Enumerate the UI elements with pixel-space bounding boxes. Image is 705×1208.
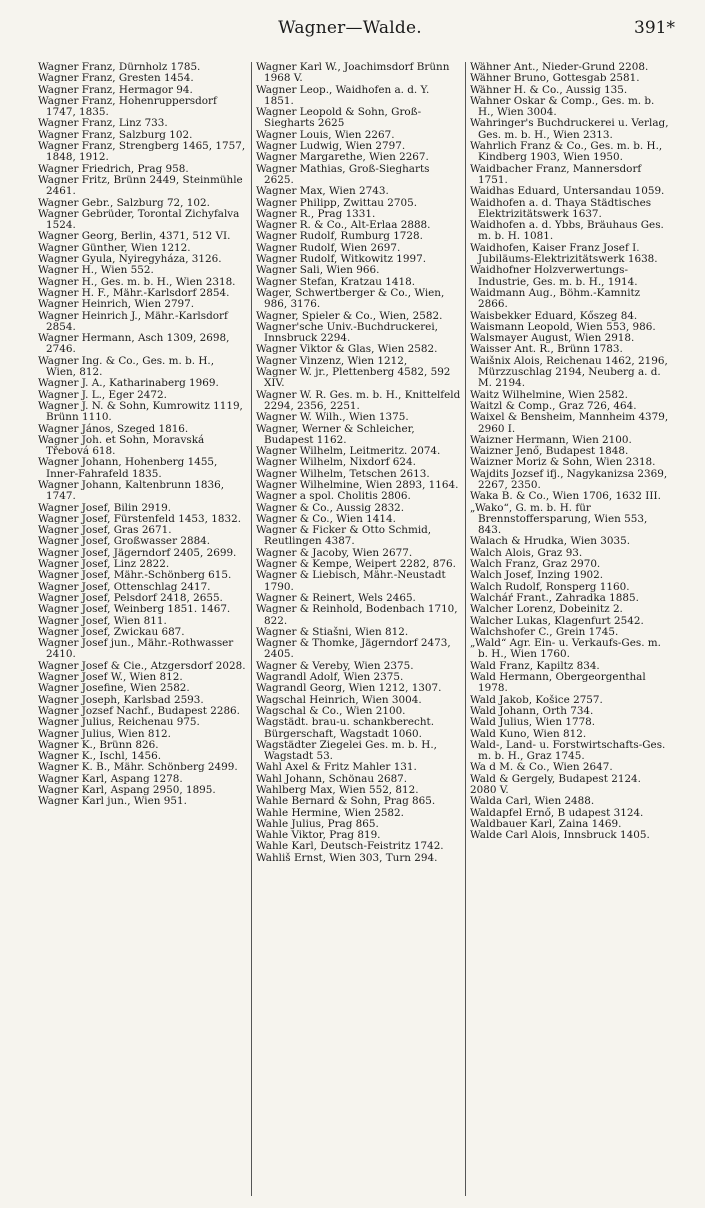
directory-entry: Wagner Joh. et Sohn, Moravská Třebová 618. (38, 433, 205, 458)
directory-entry: Wagner & Jacoby, Wien 2677. (256, 546, 413, 559)
directory-entry: Wagner Leop., Waidhofen a. d. Y. 1851. (256, 83, 430, 107)
directory-entry: „Wako“, G. m. b. H. für Brennstoffersparung, Wien 553, 843. (470, 501, 648, 537)
directory-entry: Wagner Franz, Hermagor 94. (38, 83, 193, 96)
directory-entry: Wahner Oskar & Comp., Ges. m. b. H., Wien 3004. (470, 94, 655, 119)
directory-entry: Walcher Lukas, Klagenfurt 2542. (470, 614, 644, 627)
directory-entry: Walach & Hrudka, Wien 3035. (470, 535, 631, 548)
directory-entry: Wahle Karl, Deutsch-Feistritz 1742. (256, 840, 444, 853)
directory-entry: Wagner, Werner & Schleicher, Budapest 1162. (256, 422, 415, 446)
directory-entry: Wähner Ant., Nieder-Grund 2208. (470, 62, 649, 73)
directory-entry: Wagner Ing. & Co., Ges. m. b. H., Wien, 812. (38, 354, 215, 379)
directory-columns (38, 62, 672, 1202)
directory-entry: Wagschal & Co., Wien 2100. (256, 704, 406, 717)
directory-entry: Wagner Günther, Wien 1212. (38, 241, 191, 254)
page-number: 391* (634, 18, 675, 38)
directory-entry: Wagner Franz, Gresten 1454. (38, 72, 194, 85)
directory-entry: Wahrlich Franz & Co., Ges. m. b. H., Kindberg 1903, Wien 1950. (470, 140, 663, 164)
directory-entry: Wagner a spol. Cholitis 2806. (256, 490, 411, 503)
directory-entry: Wahle Bernard & Sohn, Prag 865. (256, 795, 436, 808)
directory-entry: Wagner & Kempe, Weipert 2282, 876. (256, 558, 456, 571)
directory-entry: Wagner Karl jun., Wien 951. (38, 795, 187, 808)
directory-entry: Wald Kuno, Wien 812. (470, 727, 587, 740)
column-2 (256, 62, 462, 1202)
directory-entry: Walch Franz, Graz 2970. (470, 558, 601, 571)
directory-entry: Walch Alois, Graz 93. (470, 546, 583, 559)
directory-entry: Wagner Josef, Linz 2822. (38, 558, 170, 571)
directory-entry: Wagner W. R. Ges. m. b. H., Knittelfeld 2294, 2356, 2251. (256, 388, 461, 412)
directory-entry: Wagner Josef, Bilin 2919. (38, 501, 172, 514)
directory-entry: Wald & Gergely, Budapest 2124. (470, 772, 641, 785)
directory-entry: Wagner Rudolf, Witkowitz 1997. (256, 253, 427, 266)
directory-entry: Wald Johann, Orth 734. (470, 704, 594, 717)
directory-entry: Wahle Julius, Prag 865. (256, 817, 379, 830)
directory-entry: Wagner Johann, Hohenberg 1455, Inner-Fahrafeld 1835. (38, 456, 218, 480)
directory-entry: Wahlberg Max, Wien 552, 812. (256, 784, 419, 796)
directory-entry: Wagschal Heinrich, Wien 3004. (256, 693, 422, 706)
directory-entry: Waidmann Aug., Böhm.-Kamnitz 2866. (470, 286, 641, 311)
directory-entry: Wagner Rudolf, Rumburg 1728. (256, 230, 423, 243)
entry-list (38, 62, 246, 808)
directory-entry: Wagner Hermann, Asch 1309, 2698, 2746. (38, 332, 230, 356)
directory-entry: Wagner Josef, Wien 811. (38, 614, 167, 627)
directory-entry: Wagstädt. brau-u. schankberecht. Bürgerschaft, Wagstadt 1060. (256, 716, 435, 740)
directory-entry: Waismann Leopold, Wien 553, 986. (470, 320, 656, 333)
directory-entry: Wagner Josef, Weinberg 1851. 1467. (38, 603, 231, 616)
directory-entry: Wagner Louis, Wien 2267. (256, 128, 395, 141)
directory-entry: Wagner & Reinhold, Bodenbach 1710, 822. (256, 603, 458, 627)
directory-entry: Wagner Karl, Aspang 2950, 1895. (38, 784, 216, 796)
directory-entry: Waizner Hermann, Wien 2100. (470, 433, 632, 446)
directory-entry: Wald Jakob, Košice 2757. (470, 693, 603, 706)
directory-entry: Wagner Jozsef Nachf., Budapest 2286. (38, 704, 240, 717)
directory-entry: Wagner J. L., Eger 2472. (38, 388, 167, 401)
directory-entry: Wagner J. A., Katharinaberg 1969. (38, 377, 219, 390)
directory-entry: Wagner Rudolf, Wien 2697. (256, 241, 401, 254)
directory-entry: Wahliš Ernst, Wien 303, Turn 294. (256, 851, 438, 864)
directory-entry: Wagner Friedrich, Prag 958. (38, 162, 189, 175)
directory-entry: Wagner Sali, Wien 966. (256, 264, 380, 277)
directory-entry: Wagner Karl W., Joachimsdorf Brünn 1968 V. (256, 62, 450, 85)
directory-entry: Waišnix Alois, Reichenau 1462, 2196, Mürzzuschlag 2194, Neuberg a. d. M. 2194. (470, 354, 668, 390)
directory-entry: Walcher Lorenz, Dobeinitz 2. (470, 603, 623, 616)
directory-entry: Wagner Julius, Reichenau 975. (38, 716, 200, 729)
directory-entry: Wagner Josef, Jägerndorf 2405, 2699. (38, 546, 237, 559)
directory-entry: Wald-, Land- u. Forstwirtschafts-Ges. m. b. H., Graz 1745. (470, 738, 666, 763)
directory-entry: Wagner K., Ischl, 1456. (38, 750, 162, 763)
directory-entry: Wagstädter Ziegelei Ges. m. b. H., Wagstadt 53. (256, 738, 437, 763)
directory-entry: Wagner K. B., Mähr. Schönberg 2499. (38, 761, 238, 774)
directory-entry: Wahle Hermine, Wien 2582. (256, 806, 404, 819)
directory-entry: Wagner Josef, Gras 2671. (38, 524, 172, 537)
directory-entry: Wagner Josef, Mähr.-Schönberg 615. (38, 569, 232, 582)
directory-entry: Wagrandl Georg, Wien 1212, 1307. (256, 682, 442, 695)
directory-entry: Wagner & Co., Aussig 2832. (256, 501, 405, 514)
directory-entry: Waixel & Bensheim, Mannheim 4379, 2960 I. (470, 411, 669, 435)
directory-entry: Waidbacher Franz, Mannersdorf 1751. (470, 162, 642, 186)
directory-entry: Wagner Vinzenz, Wien 1212, (256, 354, 408, 367)
directory-entry: Wagner & Thomke, Jägerndorf 2473, 2405. (256, 637, 451, 661)
directory-entry: 2080 V. (470, 784, 509, 796)
directory-entry: Wagner Fritz, Brünn 2449, Steinmühle 2461. (38, 173, 243, 198)
directory-entry: Wagner & Co., Wien 1414. (256, 512, 396, 525)
directory-entry: Waka B. & Co., Wien 1706, 1632 III. (470, 490, 661, 503)
directory-entry: Wagner Josefine, Wien 2582. (38, 682, 190, 695)
directory-entry: Wähner Bruno, Gottesgab 2581. (470, 72, 640, 85)
directory-entry: Wagner Leopold & Sohn, Groß-Siegharts 2625 (256, 106, 422, 130)
directory-entry: Wagner Gebrüder, Torontal Zichyfalva 1524. (38, 207, 240, 232)
directory-entry: Waidhofen, Kaiser Franz Josef I. Jubiläums-Elektrizitätswerk 1638. (470, 241, 658, 266)
directory-entry: Wagner Heinrich J., Mähr.-Karlsdorf 2854. (38, 309, 228, 333)
directory-entry: Wald Hermann, Obergeorgenthal 1978. (470, 671, 646, 695)
directory-entry: Wagner Viktor & Glas, Wien 2582. (256, 343, 438, 356)
directory-entry: Wagner & Vereby, Wien 2375. (256, 659, 414, 672)
directory-entry: Wagner Wilhelm, Nixdorf 624. (256, 456, 416, 469)
directory-entry: Wagner Josef W., Wien 812. (38, 671, 183, 684)
directory-entry: Wagner Josef & Cie., Atzgersdorf 2028. (38, 659, 246, 672)
directory-entry: Wagner Wilhelm, Leitmeritz. 2074. (256, 445, 441, 458)
directory-entry: Wagner & Liebisch, Mähr.-Neustadt 1790. (256, 569, 446, 593)
directory-entry: Wagner Franz, Salzburg 102. (38, 128, 193, 141)
directory-entry: Wagner H., Ges. m. b. H., Wien 2318. (38, 275, 236, 288)
directory-entry: Walda Carl, Wien 2488. (470, 795, 595, 808)
directory-entry: Walch Rudolf, Ronsperg 1160. (470, 580, 630, 593)
directory-entry: Wagner Josef jun., Mähr.-Rothwasser 2410. (38, 637, 234, 661)
directory-entry: Wagner Philipp, Zwittau 2705. (256, 196, 418, 209)
directory-entry: Wagrandl Adolf, Wien 2375. (256, 671, 404, 684)
directory-entry: Wager, Schwertberger & Co., Wien, 986, 3176. (256, 286, 445, 311)
directory-entry: Wahringer's Buchdruckerei u. Verlag, Ges. m. b. H., Wien 2313. (470, 117, 669, 141)
directory-entry: Wagner Wilhelm, Tetschen 2613. (256, 467, 430, 480)
directory-entry: Wa d M. & Co., Wien 2647. (470, 761, 613, 774)
directory-entry: Waidhas Eduard, Untersandau 1059. (470, 185, 665, 198)
directory-entry: Wagner Heinrich, Wien 2797. (38, 298, 195, 311)
directory-entry: Wagner Karl, Aspang 1278. (38, 772, 183, 785)
directory-entry: Waidhofen a. d. Thaya Städtisches Elektrizitätswerk 1637. (470, 196, 652, 220)
directory-entry: Wagner Franz, Dürnholz 1785. (38, 62, 201, 73)
directory-entry: Wagner Franz, Hohenruppersdorf 1747, 1835. (38, 94, 217, 119)
directory-entry: Wagner, Spieler & Co., Wien, 2582. (256, 309, 443, 322)
directory-entry: Waidhofner Holzverwertungs-Industrie, Ges. m. b. H., 1914. (470, 264, 638, 288)
directory-entry: Wagner Franz, Linz 733. (38, 117, 168, 130)
directory-entry: Wagner K., Brünn 826. (38, 738, 159, 751)
directory-entry: Waisbekker Eduard, Kőszeg 84. (470, 309, 638, 322)
directory-entry: Waizner Jenő, Budapest 1848. (470, 445, 629, 458)
directory-entry: Wagner Gebr., Salzburg 72, 102. (38, 196, 210, 209)
directory-entry: Wagner'sche Univ.-Buchdruckerei, Innsbruck 2294. (256, 320, 438, 345)
directory-entry: Wagner J. N. & Sohn, Kumrowitz 1119, Brünn 1110. (38, 399, 243, 424)
column-3 (470, 62, 672, 1202)
directory-entry: Wagner H., Wien 552. (38, 264, 154, 277)
directory-entry: Wagner Ludwig, Wien 2797. (256, 140, 406, 153)
directory-entry: Wagner Johann, Kaltenbrunn 1836, 1747. (38, 478, 225, 503)
directory-entry: Wagner Georg, Berlin, 4371, 512 VI. (38, 230, 231, 243)
directory-entry: Wagner Josef, Großwasser 2884. (38, 535, 211, 548)
directory-entry: Walcháŕ Frant., Zahradka 1885. (470, 591, 639, 604)
directory-entry: Waitzl & Comp., Graz 726, 464. (470, 399, 637, 412)
running-title: Wagner—Walde. (278, 18, 422, 38)
directory-entry: Wagner Josef, Ottenschlag 2417. (38, 580, 211, 593)
page-header (0, 14, 705, 42)
directory-entry: Wald Franz, Kapiltz 834. (470, 659, 600, 672)
directory-entry: Wahl Axel & Fritz Mahler 131. (256, 761, 417, 774)
directory-entry: Waisser Ant. R., Brünn 1783. (470, 343, 623, 356)
directory-entry: Wagner Josef, Fürstenfeld 1453, 1832. (38, 512, 242, 525)
directory-entry: Walch Josef, Inzing 1902. (470, 569, 604, 582)
directory-entry: Wahl Johann, Schönau 2687. (256, 772, 408, 785)
directory-entry: Wajdits Jozsef ifj., Nagykanizsa 2369, 2267, 2350. (470, 467, 668, 491)
directory-entry: Wagner Josef, Zwickau 687. (38, 625, 185, 638)
entry-list (470, 62, 672, 841)
directory-entry: Wagner & Reinert, Wels 2465. (256, 591, 416, 604)
directory-entry: Wagner Stefan, Kratzau 1418. (256, 275, 416, 288)
directory-entry: Waldapfel Ernő, B udapest 3124. (470, 806, 644, 819)
directory-entry: Wagner R., Prag 1331. (256, 207, 376, 220)
directory-entry: Wagner Mathias, Groß-Siegharts 2625. (256, 162, 430, 186)
directory-entry: Wagner Gyula, Nyiregyháza, 3126. (38, 253, 222, 266)
directory-entry: Wagner Margarethe, Wien 2267. (256, 151, 429, 164)
directory-entry: Walsmayer August, Wien 2918. (470, 332, 635, 345)
directory-entry: Wagner H. F., Mähr.-Karlsdorf 2854. (38, 286, 230, 299)
directory-entry: Wagner Joseph, Karlsbad 2593. (38, 693, 204, 706)
directory-entry: Wagner W. Wilh., Wien 1375. (256, 411, 409, 424)
directory-entry: Walde Carl Alois, Innsbruck 1405. (470, 829, 650, 842)
column-1 (38, 62, 246, 1202)
directory-entry: Waitz Wilhelmine, Wien 2582. (470, 388, 628, 401)
directory-entry: Wagner Julius, Wien 812. (38, 727, 171, 740)
directory-entry: Wagner Wilhelmine, Wien 2893, 1164. (256, 478, 459, 491)
directory-entry: Waldbauer Karl, Zaina 1469. (470, 817, 622, 830)
entry-list (256, 62, 462, 864)
directory-entry: Wagner Josef, Pelsdorf 2418, 2655. (38, 591, 223, 604)
directory-entry: Wagner Franz, Strengberg 1465, 1757, 1848, 1912. (38, 140, 246, 164)
directory-entry: Wagner & Ficker & Otto Schmid, Reutlingen 4387. (256, 524, 432, 548)
directory-entry: Wagner Max, Wien 2743. (256, 185, 389, 198)
directory-entry: Wähner H. & Co., Aussig 135. (470, 83, 628, 96)
directory-entry: Wagner & Stiašni, Wien 812. (256, 625, 409, 638)
directory-entry: „Wald“ Agr. Ein- u. Verkaufs-Ges. m. b. H., Wien 1760. (470, 637, 661, 661)
directory-entry: Wagner R. & Co., Alt-Erlaa 2888. (256, 219, 431, 232)
directory-entry: Wahle Viktor, Prag 819. (256, 829, 381, 842)
directory-entry: Waidhofen a. d. Ybbs, Bräuhaus Ges. m. b. H. 1081. (470, 219, 664, 243)
directory-entry: Wald Julius, Wien 1778. (470, 716, 596, 729)
directory-entry: Wagner János, Szeged 1816. (38, 422, 189, 435)
directory-entry: Walchshofer C., Grein 1745. (470, 625, 619, 638)
directory-entry: Waizner Moriz & Sohn, Wien 2318. (470, 456, 656, 469)
directory-entry: Wagner W. jr., Plettenberg 4582, 592 XIV. (256, 366, 451, 390)
